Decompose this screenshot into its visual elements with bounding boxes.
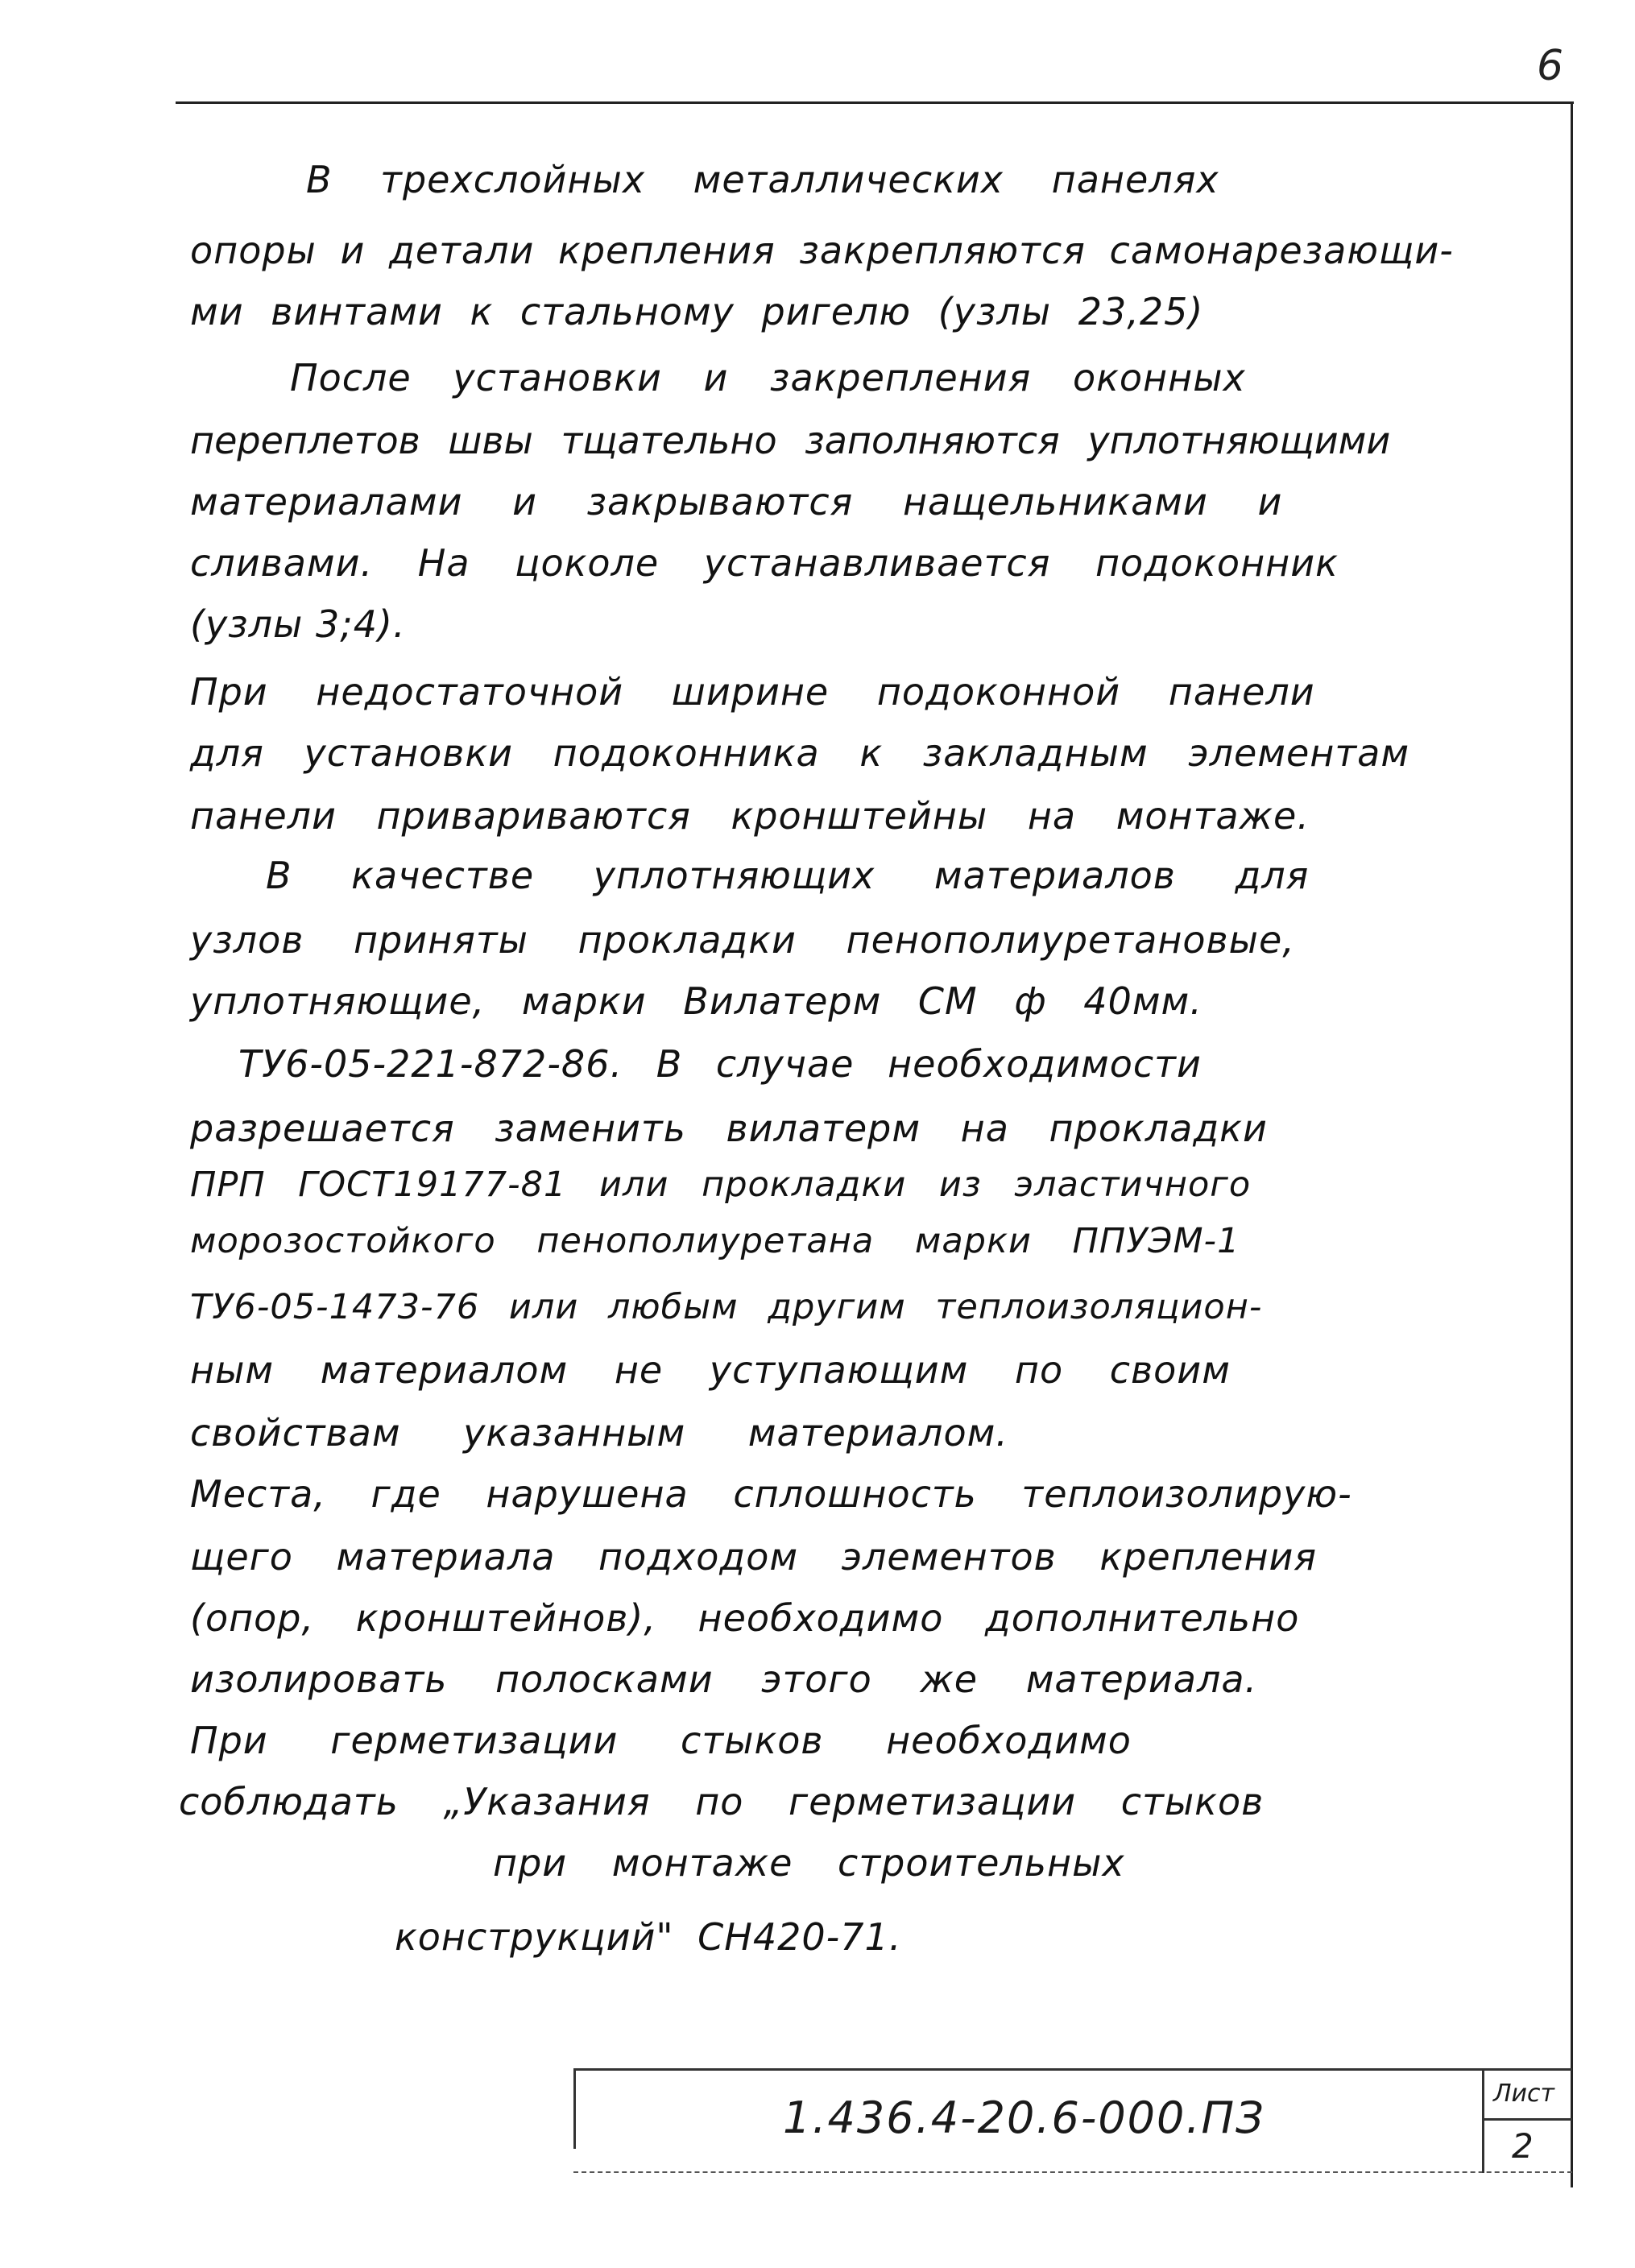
stamp-bottom-rule bbox=[573, 2171, 1572, 2175]
text-line: В трехслойных металлических панелях bbox=[306, 158, 1219, 201]
text-line: Места, где нарушена сплошность теплоизолирую- bbox=[190, 1472, 1352, 1516]
text-line: сливами. На цоколе устанавливается подоконник bbox=[190, 541, 1339, 585]
title-block-stamp bbox=[573, 2068, 1572, 2175]
text-line: конструкций" СН420-71. bbox=[395, 1915, 902, 1959]
stamp-top-rule bbox=[573, 2068, 1572, 2071]
text-line: переплетов швы тщательно заполняются уплотняющими bbox=[190, 419, 1391, 462]
text-line: При недостаточной ширине подоконной панели bbox=[190, 670, 1315, 714]
text-line: для установки подоконника к закладным элементам bbox=[190, 731, 1410, 775]
sheet-label: Лист bbox=[1493, 2080, 1555, 2108]
text-line: свойствам указанным материалом. bbox=[190, 1411, 1008, 1455]
page-mark: 6 bbox=[1537, 42, 1564, 90]
text-line: морозостойкого пенополиуретана марки ППУЭМ-1 bbox=[190, 1221, 1240, 1261]
text-line: узлов приняты прокладки пенополиуретановые, bbox=[190, 918, 1295, 962]
sheet-number: 2 bbox=[1512, 2126, 1534, 2166]
text-line: изолировать полосками этого же материала. bbox=[190, 1658, 1258, 1701]
text-line: щего материала подходом элементов крепления bbox=[190, 1535, 1318, 1579]
text-line: ТУ6-05-1473-76 или любым другим теплоизоляцион- bbox=[190, 1287, 1263, 1327]
stamp-left-rule bbox=[573, 2068, 576, 2149]
text-line: В качестве уплотняющих материалов для bbox=[266, 854, 1310, 897]
text-line: После установки и закрепления оконных bbox=[290, 356, 1246, 399]
text-line: разрешается заменить вилатерм на прокладки bbox=[190, 1107, 1268, 1150]
text-line: уплотняющие, марки Вилатерм СМ ф 40мм. bbox=[190, 979, 1202, 1023]
stamp-divider bbox=[1482, 2068, 1484, 2173]
text-line: при монтаже строительных bbox=[493, 1841, 1125, 1885]
document-code: 1.436.4-20.6-000.ПЗ bbox=[783, 2092, 1265, 2143]
text-line: ПРП ГОСТ19177-81 или прокладки из эластичного bbox=[190, 1165, 1252, 1205]
text-line: опоры и детали крепления закрепляются самонарезающи- bbox=[190, 229, 1454, 272]
text-line: материалами и закрываются нащельниками и bbox=[190, 480, 1283, 524]
text-line: панели привариваются кронштейны на монтаже. bbox=[190, 794, 1310, 838]
text-line: ТУ6-05-221-872-86. В случае необходимости bbox=[238, 1042, 1202, 1086]
text-line: (опор, кронштейнов), необходимо дополнительно bbox=[190, 1596, 1300, 1640]
text-line: При герметизации стыков необходимо bbox=[190, 1719, 1132, 1762]
text-line: соблюдать „Указания по герметизации стыков bbox=[179, 1780, 1265, 1823]
text-line: (узлы 3;4). bbox=[190, 602, 406, 646]
text-line: ми винтами к стальному ригелю (узлы 23,25) bbox=[190, 290, 1204, 333]
text-line: ным материалом не уступающим по своим bbox=[190, 1348, 1231, 1392]
stamp-cell-divider bbox=[1482, 2118, 1572, 2121]
